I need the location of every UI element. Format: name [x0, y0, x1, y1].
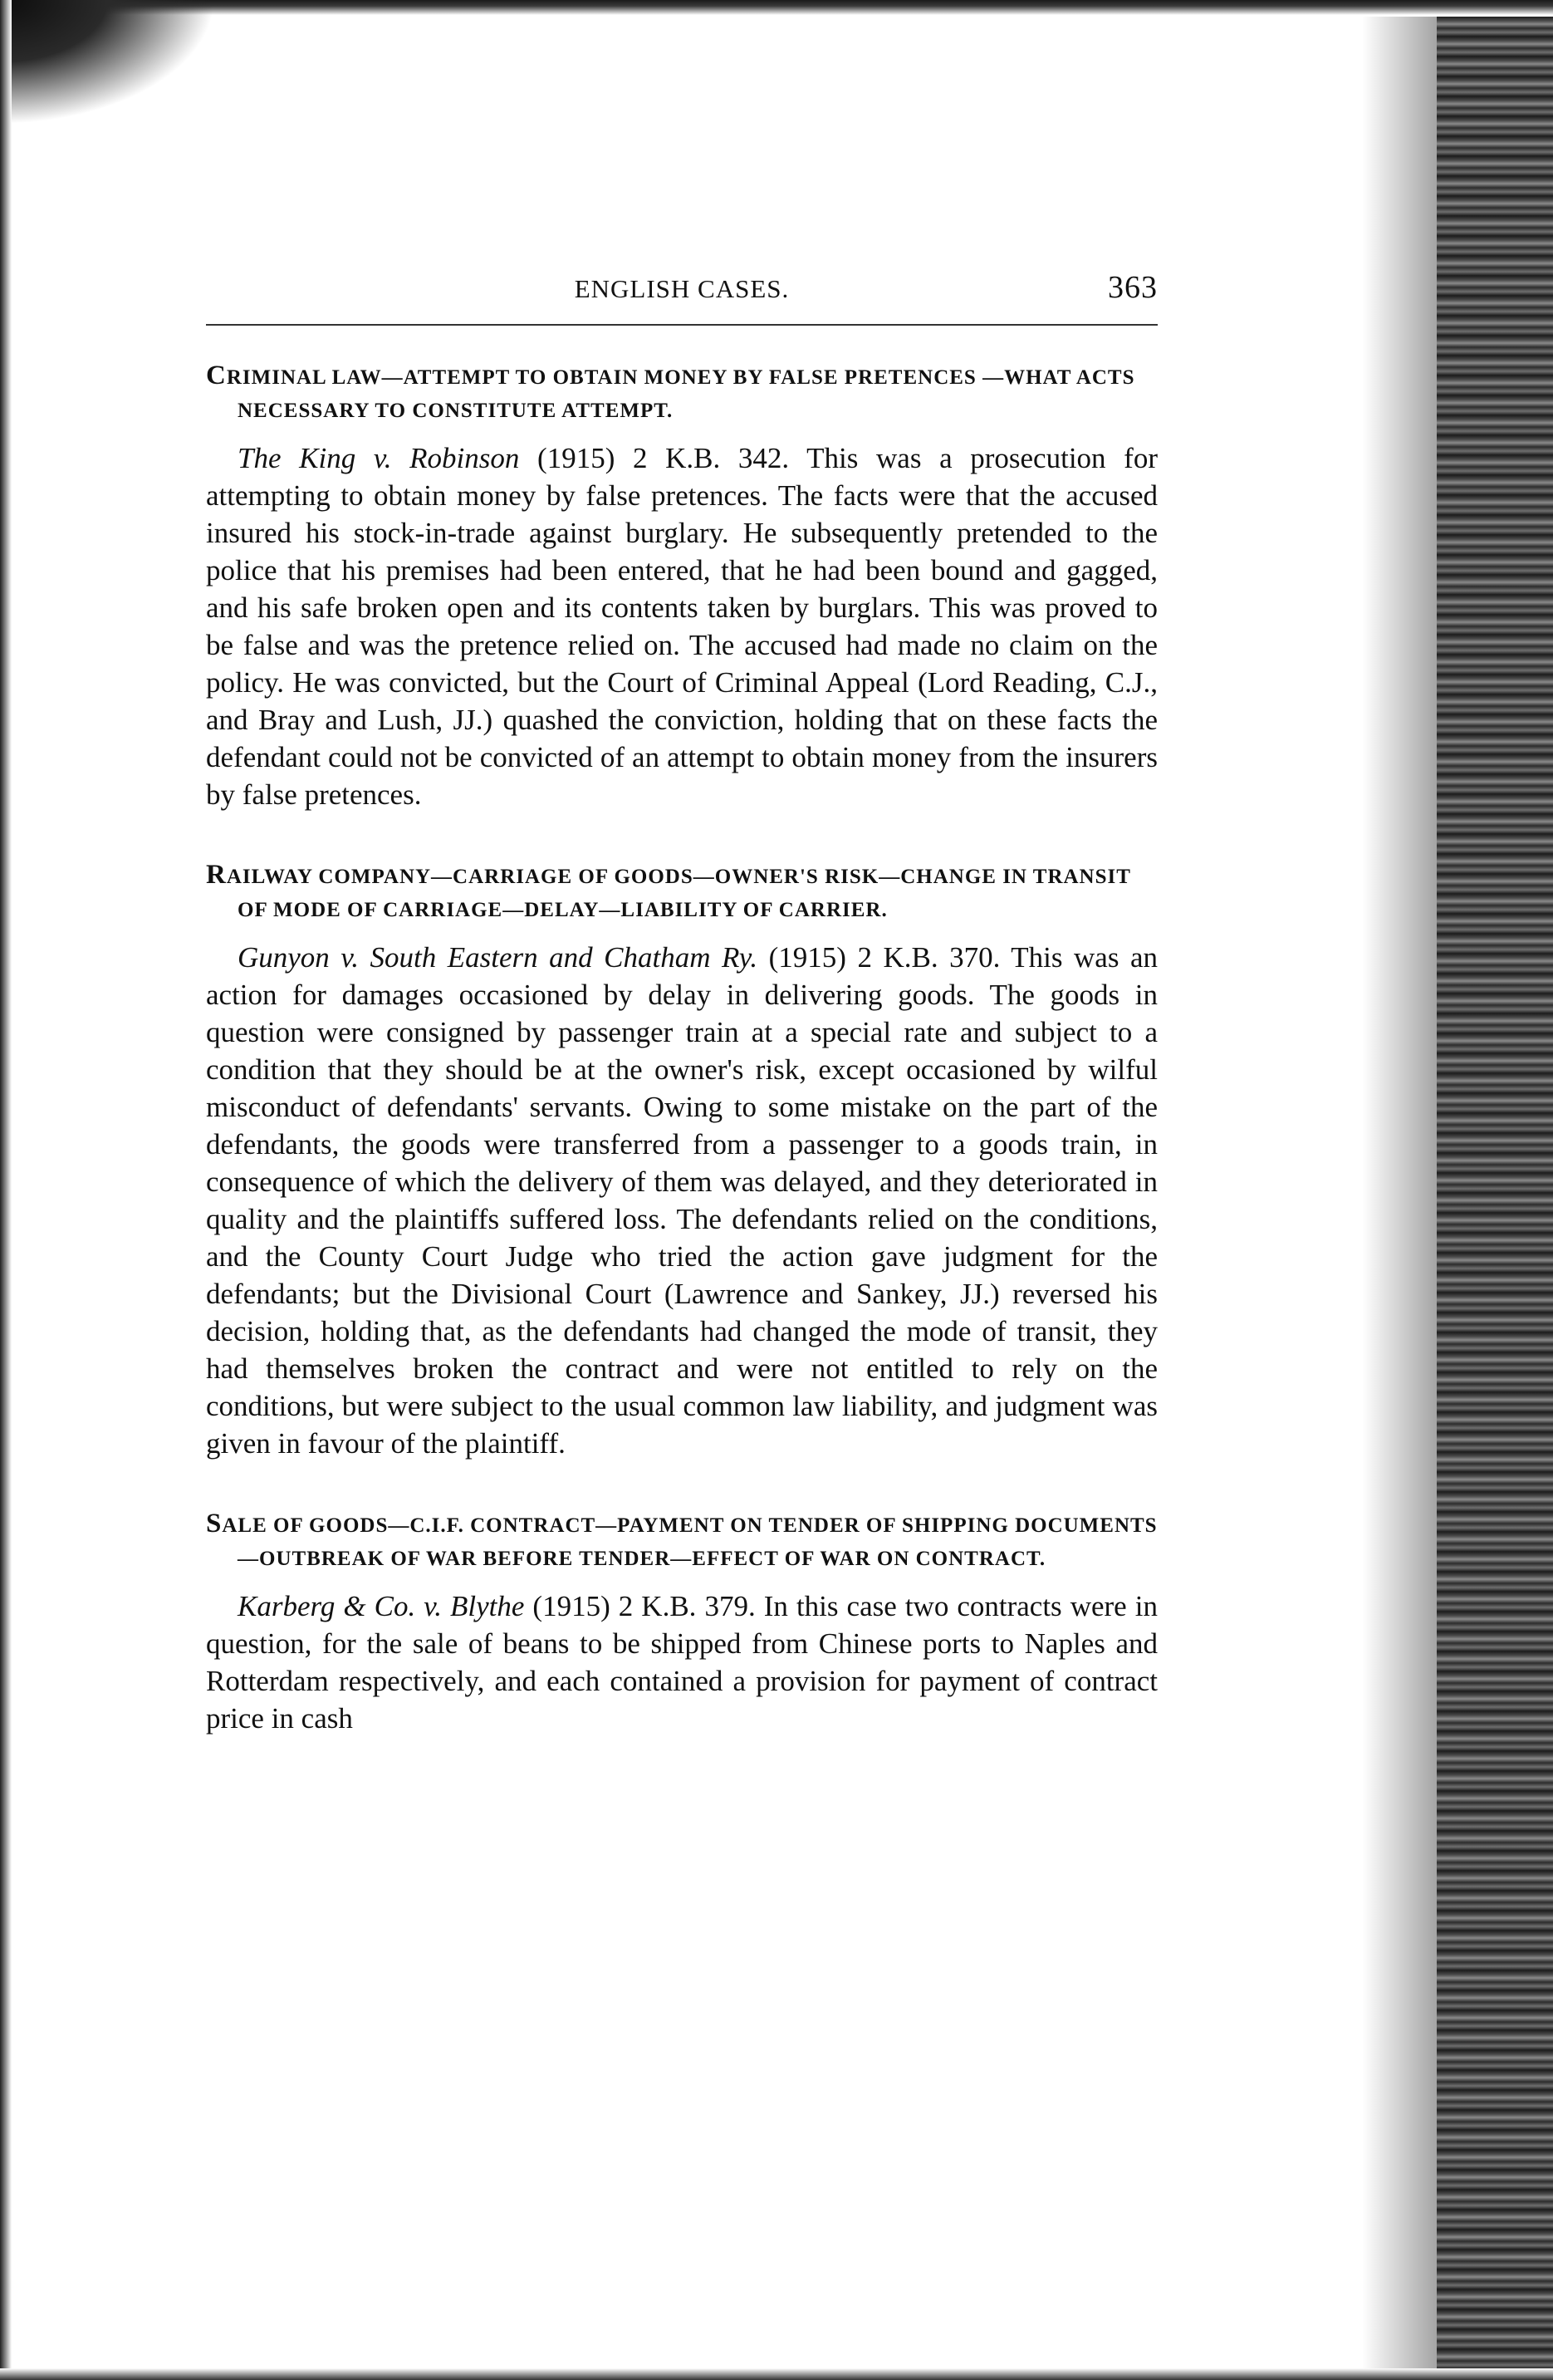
- scan-shadow-corner: [0, 0, 216, 125]
- heading-text: ALE OF GOODS—C.I.F. CONTRACT—PAYMENT ON TENDER OF SHIPPING DOCUMENTS—OUTBREAK OF WAR BEFORE TENDER—EFFECT OF WAR ON CONTRACT.: [222, 1514, 1158, 1570]
- case-body: This was an action for damages occasioned by delay in delivering goods. The goods in question were consigned by passenger train at a special rate and subject to a condition that they should be at the owner's risk, except occasioned by wilful misconduct of defendants' servants. Owing to some mistake on the part of the defendants, the goods were transferred from a passenger to a goods train, in consequence of which the delivery of them was delayed, and they deteriorated in quality and the plaintiffs suffered loss. The defendants relied on the conditions, and the County Court Judge who tried the action gave judgment for the defendants; but the Divisional Court (Lawrence and Sankey, JJ.) reversed his decision, holding that, as the defendants had changed the mode of transit, they had themselves broken the contract and were not entitled to rely on the conditions, but were subject to the usual common law liability, and judgment was given in favour of the plaintiff.: [206, 941, 1158, 1460]
- scan-binding-shadow: [1362, 17, 1437, 2380]
- book-page: [206, 266, 1158, 1782]
- heading-initial: S: [206, 1509, 223, 1538]
- case-citation: (1915) 2 K.B. 379.: [524, 1590, 756, 1622]
- case-name: Gunyon v. South Eastern and Chatham Ry.: [238, 941, 758, 974]
- scan-edge-top: [0, 0, 1553, 15]
- page-number: 363: [1108, 270, 1158, 305]
- case-paragraph: [206, 939, 1158, 1462]
- case-body: In this case two contracts were in question, for the sale of beans to be shipped from Chinese ports to Naples and Rotterdam respectively, and each contained a provision for payment of contract price in cash: [206, 1590, 1158, 1735]
- section-heading: [206, 359, 1158, 428]
- case-name: The King v. Robinson: [238, 442, 520, 474]
- case-section-railway-company: [206, 858, 1158, 1462]
- heading-text: AILWAY COMPANY—CARRIAGE OF GOODS—OWNER'S RISK—CHANGE IN TRANSIT OF MODE OF CARRIAGE—DELAY—LIABILITY OF CARRIER.: [226, 866, 1131, 921]
- case-name: Karberg & Co. v. Blythe: [238, 1590, 525, 1622]
- running-title: ENGLISH CASES.: [574, 274, 790, 303]
- section-heading: [206, 1507, 1158, 1576]
- case-citation: (1915) 2 K.B. 370.: [757, 941, 1001, 974]
- scan-edge-left: [0, 0, 12, 2380]
- heading-text: RIMINAL LAW—ATTEMPT TO OBTAIN MONEY BY FALSE PRETENCES —WHAT ACTS NECESSARY TO CONSTITUTE ATTEMPT.: [226, 366, 1135, 422]
- case-section-criminal-law: [206, 359, 1158, 813]
- header-rule: [206, 324, 1158, 326]
- running-head: [206, 266, 1158, 312]
- case-paragraph: [206, 1587, 1158, 1737]
- heading-initial: R: [206, 860, 227, 890]
- case-section-sale-of-goods: [206, 1507, 1158, 1737]
- scan-edge-bottom: [0, 2368, 1553, 2380]
- heading-initial: C: [206, 361, 227, 390]
- case-citation: (1915) 2 K.B. 342.: [519, 442, 790, 474]
- scan-edge-right: [1437, 17, 1553, 2380]
- case-body: This was a prosecution for attempting to obtain money by false pretences. The facts were that the accused insured his stock-in-trade against burglary. He subsequently pretended to the police that his premises had been entered, that he had been bound and gagged, and his safe broken open and its contents taken by burglars. This was proved to be false and was the pretence relied on. The accused had made no claim on the policy. He was convicted, but the Court of Criminal Appeal (Lord Reading, C.J., and Bray and Lush, JJ.) quashed the conviction, holding that on these facts the defendant could not be convicted of an attempt to obtain money from the insurers by false pretences.: [206, 442, 1158, 811]
- section-heading: [206, 858, 1158, 927]
- case-paragraph: [206, 439, 1158, 813]
